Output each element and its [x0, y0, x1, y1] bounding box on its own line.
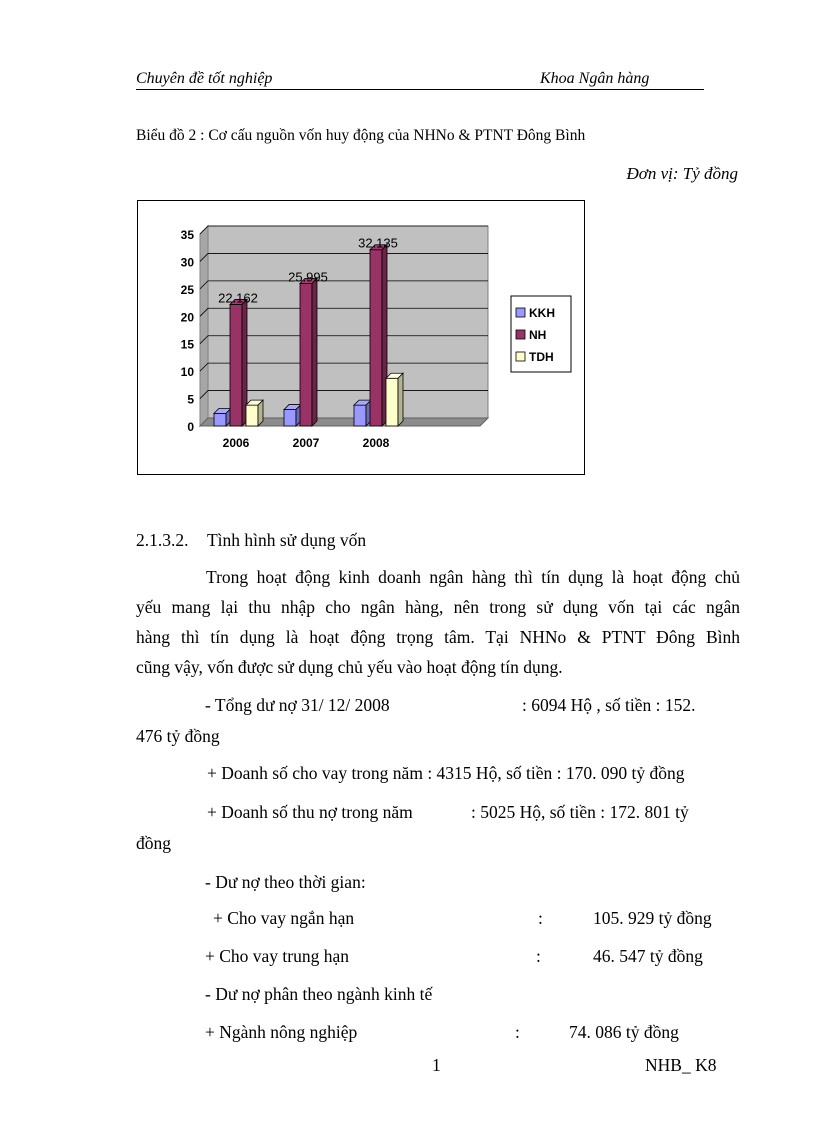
data-label-2007: 25.995: [288, 269, 328, 285]
legend-label-nh: NH: [529, 328, 547, 342]
data-label-2008: 32.135: [358, 235, 398, 251]
section-heading: [136, 530, 366, 551]
bar-nh-2007: [300, 283, 312, 426]
y-tick-label: 30: [180, 255, 194, 270]
legend-swatch-kkh: [516, 308, 525, 317]
legend-swatch-nh: [516, 330, 525, 339]
footer-right: NHB_ K8: [645, 1055, 717, 1075]
x-tick-label-2006: 2006: [222, 436, 250, 450]
bar-nh-2008: [370, 250, 382, 426]
bar-kkh-2008: [354, 405, 366, 426]
bar-kkh-2006: [214, 413, 226, 426]
agriculture-value: 74. 086 tỷ đồng: [569, 1022, 679, 1042]
legend-label-kkh: KKH: [529, 306, 555, 320]
y-tick-label: 5: [187, 392, 194, 407]
short-term-label: + Cho vay ngắn hạn: [213, 908, 355, 928]
x-tick-label-2008: 2008: [362, 436, 390, 450]
medium-term-label: + Cho vay trung hạn: [205, 946, 350, 966]
debt-by-time: - Dư nợ theo thời gian:: [205, 872, 366, 892]
chart-side-wall: [200, 226, 208, 426]
y-tick-label: 25: [180, 282, 194, 297]
medium-term-colon: :: [536, 946, 541, 966]
bar-kkh-2007: [284, 410, 296, 426]
bar-side-nh-2007: [312, 278, 317, 426]
y-tick-label: 0: [187, 420, 194, 434]
y-tick-label: 35: [180, 228, 194, 242]
bar-tdh-2008: [386, 378, 398, 426]
collection-value: : 5025 Hộ, số tiền : 172. 801 tỷ: [471, 802, 689, 822]
chart-frame: [137, 200, 585, 475]
agriculture-colon: :: [515, 1022, 520, 1042]
paragraph-line-3: hàng thì tín dụng là hoạt động trọng tâm. Tại NHNo & PTNT Đông Bình: [136, 627, 740, 647]
short-term-value: 105. 929 tỷ đồng: [593, 908, 712, 928]
header-rule: [136, 89, 704, 90]
paragraph-line-2: yếu mang lại thu nhập cho ngân hàng, nên trong sử dụng vốn tại các ngân: [136, 597, 740, 617]
x-tick-label-2007: 2007: [292, 436, 320, 450]
medium-term-value: 46. 547 tỷ đồng: [593, 946, 703, 966]
y-tick-label: 10: [180, 365, 194, 380]
header-left: Chuyên đề tốt nghiệp: [136, 70, 273, 87]
short-term-colon: :: [538, 908, 543, 928]
loan-sales-line: + Doanh số cho vay trong năm : 4315 Hộ, số tiền : 170. 090 tỷ đồng: [207, 763, 685, 783]
section-number: 2.1.3.2.: [136, 530, 189, 550]
page-number: 1: [432, 1055, 441, 1075]
bar-side-tdh-2006: [258, 400, 263, 426]
total-debt-continued: 476 tỷ đồng: [136, 726, 220, 746]
bar-side-tdh-2008: [398, 373, 403, 426]
agriculture-label: + Ngành nông nghiệp: [205, 1022, 358, 1042]
unit-label: Đơn vị: Tỷ đồng: [626, 164, 738, 183]
collection-label: + Doanh số thu nợ trong năm: [207, 802, 413, 822]
debt-by-sector: - Dư nợ phân theo ngành kinh tế: [205, 984, 433, 1004]
header-right: Khoa Ngân hàng: [540, 70, 650, 87]
chart: [138, 201, 584, 474]
chart-back-wall: [208, 226, 488, 418]
total-debt-value: : 6094 Hộ , số tiền : 152.: [522, 695, 696, 715]
bar-nh-2006: [230, 304, 242, 426]
y-tick-label: 20: [180, 310, 194, 325]
chart-caption: Biểu đồ 2 : Cơ cấu nguồn vốn huy động của NHNo & PTNT Đông Bình: [136, 127, 586, 144]
section-title: Tình hình sử dụng vốn: [206, 530, 367, 550]
legend-swatch-tdh: [516, 352, 525, 361]
y-tick-label: 15: [180, 337, 194, 352]
paragraph-line-1: Trong hoạt động kinh doanh ngân hàng thì tín dụng là hoạt động chủ: [206, 567, 740, 587]
data-label-2006: 22.162: [218, 290, 258, 306]
legend-label-tdh: TDH: [529, 350, 554, 364]
total-debt-label: - Tổng dư nợ 31/ 12/ 2008: [205, 695, 390, 715]
bar-tdh-2006: [246, 405, 258, 426]
collection-continued: đồng: [136, 833, 171, 853]
paragraph-line-4: cũng vậy, vốn được sử dụng chủ yếu vào hoạt động tín dụng.: [136, 657, 563, 677]
